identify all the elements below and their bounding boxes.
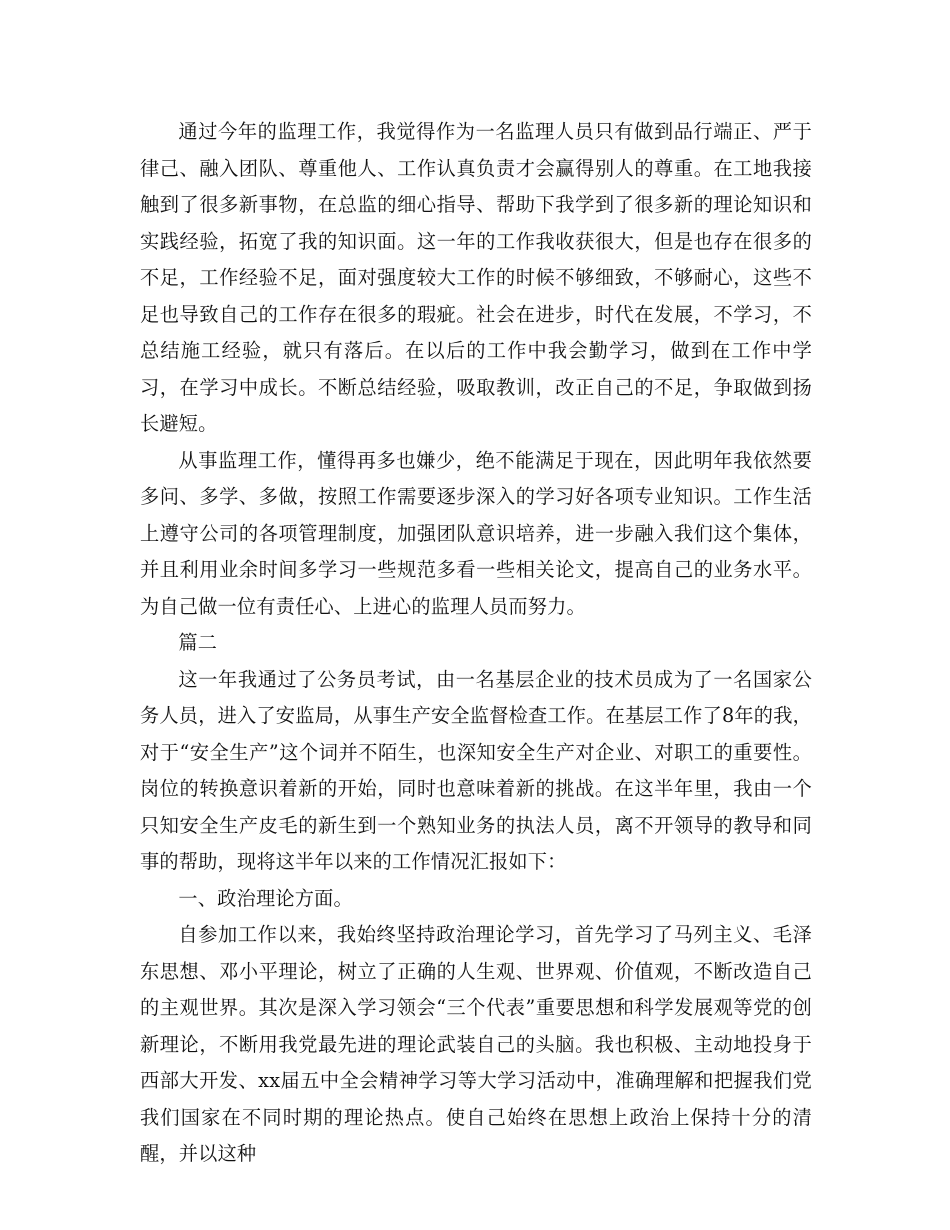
document-body [140,114,812,1173]
paragraph-2: 从事监理工作，懂得再多也嫌少，绝不能满足于现在，因此明年我依然要多问、多学、多做，按照工作需要逐步深入的学习好各项专业知识。工作生活上遵守公司的各项管理制度，加强团队意识培养，进一步融入我们这个集体，并且利用业余时间多学习一些规范多看一些相关论文，提高自己的业务水平。为自己做一位有责任心、上进心的监理人员而努力。 [140,448,812,618]
section-heading-politics: 一、政治理论方面。 [178,886,353,910]
section-heading-part-two: 篇二 [178,631,218,654]
paragraph-3: 这一年我通过了公务员考试，由一名基层企业的技术员成为了一名国家公务人员，进入了安监局，从事生产安全监督检查工作。在基层工作了8年的我，对于“安全生产”这个词并不陌生，也深知安全生产对企业、对职工的重要性。岗位的转换意识着新的开始，同时也意味着新的挑战。在这半年里，我由一个只知安全生产皮毛的新生到一个熟知业务的执法人员，离不开领导的教导和同事的帮助，现将这半年以来的工作情况汇报如下： [140,667,812,873]
paragraph-1: 通过今年的监理工作，我觉得作为一名监理人员只有做到品行端正、严于律己、融入团队、尊重他人、工作认真负责才会赢得别人的尊重。在工地我接触到了很多新事物，在总监的细心指导、帮助下我学到了很多新的理论知识和实践经验，拓宽了我的知识面。这一年的工作我收获很大，但是也存在很多的不足，工作经验不足，面对强度较大工作的时候不够细致，不够耐心，这些不足也导致自己的工作存在很多的瑕疵。社会在进步，时代在发展，不学习，不总结施工经验，就只有落后。在以后的工作中我会勤学习，做到在工作中学习，在学习中成长。不断总结经验，吸取教训，改正自己的不足，争取做到扬长避短。 [140,120,812,435]
paragraph-4: 自参加工作以来，我始终坚持政治理论学习，首先学习了马列主义、毛泽东思想、邓小平理论，树立了正确的人生观、世界观、价值观，不断改造自己的主观世界。其次是深入学习领会“三个代表”重要思想和科学发展观等党的创新理论，不断用我党最先进的理论武装自己的头脑。我也积极、主动地投身于西部大开发、xx届五中全会精神学习等大学习活动中，准确理解和把握我们党我们国家在不同时期的理论热点。使自己始终在思想上政治上保持十分的清醒，并以这种 [140,923,812,1165]
